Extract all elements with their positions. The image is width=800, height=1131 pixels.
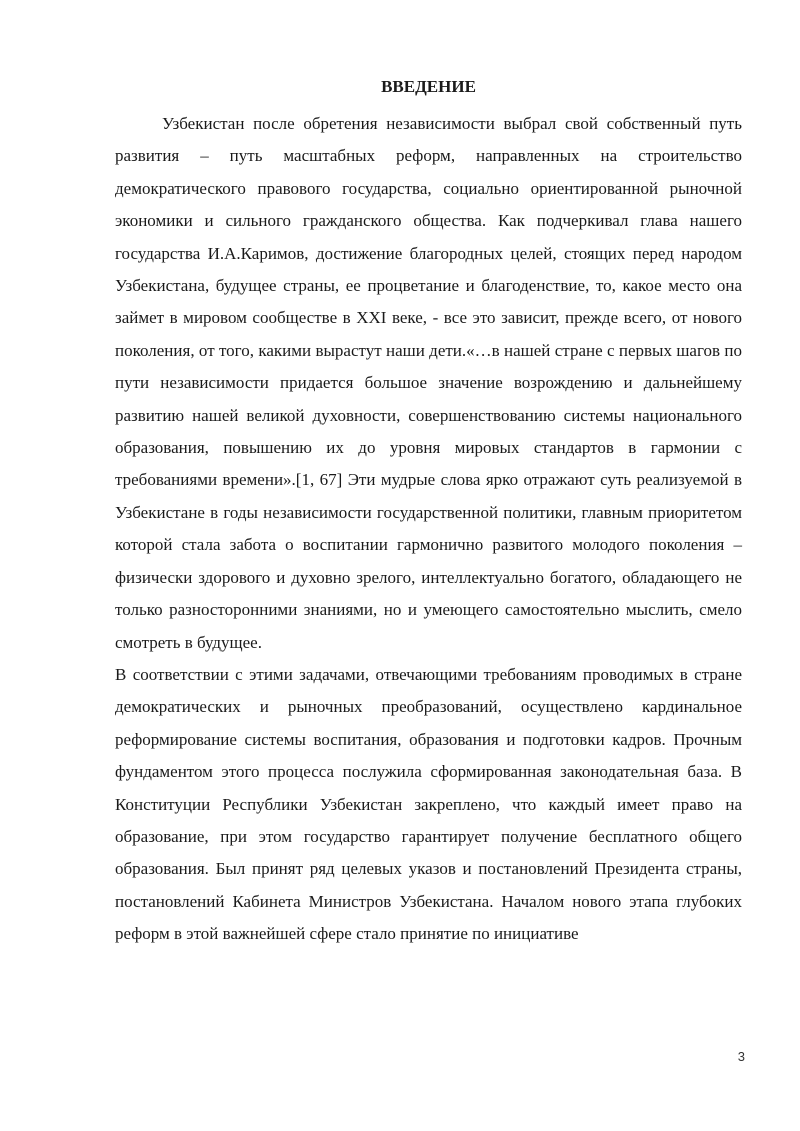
document-body xyxy=(115,108,742,951)
paragraph-2: В соответствии с этими задачами, отвечающими требованиям проводимых в стране демократических и рыночных преобразований, осуществлено кардинальное реформирование системы воспитания, образования и подготовки кадров. Прочным фундаментом этого процесса послужила сформированная законодательная база. В Конституции Республики Узбекистан закреплено, что каждый имеет право на образование, при этом государство гарантирует получение бесплатного общего образования. Был принят ряд целевых указов и постановлений Президента страны, постановлений Кабинета Министров Узбекистана. Началом нового этапа глубоких реформ в этой важнейшей сфере стало принятие по инициативе xyxy=(115,664,742,944)
page-title: ВВЕДЕНИЕ xyxy=(381,77,476,96)
page-number: 3 xyxy=(737,1049,745,1064)
paragraph-1: Узбекистан после обретения независимости выбрал свой собственный путь развития – путь масштабных реформ, направленных на строительство демократического правового государства, социально ориентированной рыночной экономики и сильного гражданского общества. Как подчеркивал глава нашего государства И.А.Каримов, достижение благородных целей, стоящих перед народом Узбекистана, будущее страны, ее процветание и благоденствие, то, какое место она займет в мировом сообществе в XXI веке, - все это зависит, прежде всего, от нового поколения, от того, какими вырастут наши дети.«…в нашей стране с первых шагов по пути независимости придается большое значение возрождению и дальнейшему развитию нашей великой духовности, совершенствованию системы национального образования, повышению их до уровня мировых стандартов в гармонии с требованиями времени».[1, 67] Эти мудрые слова ярко отражают суть реализуемой в Узбекистане в годы независимости государственной политики, главным приоритетом которой стала забота о воспитании гармонично развитого молодого поколения – физически здорового и духовно зрелого, интеллектуально богатого, обладающего не только разносторонними знаниями, но и умеющего самостоятельно мыслить, смело смотреть в будущее. xyxy=(115,114,742,652)
